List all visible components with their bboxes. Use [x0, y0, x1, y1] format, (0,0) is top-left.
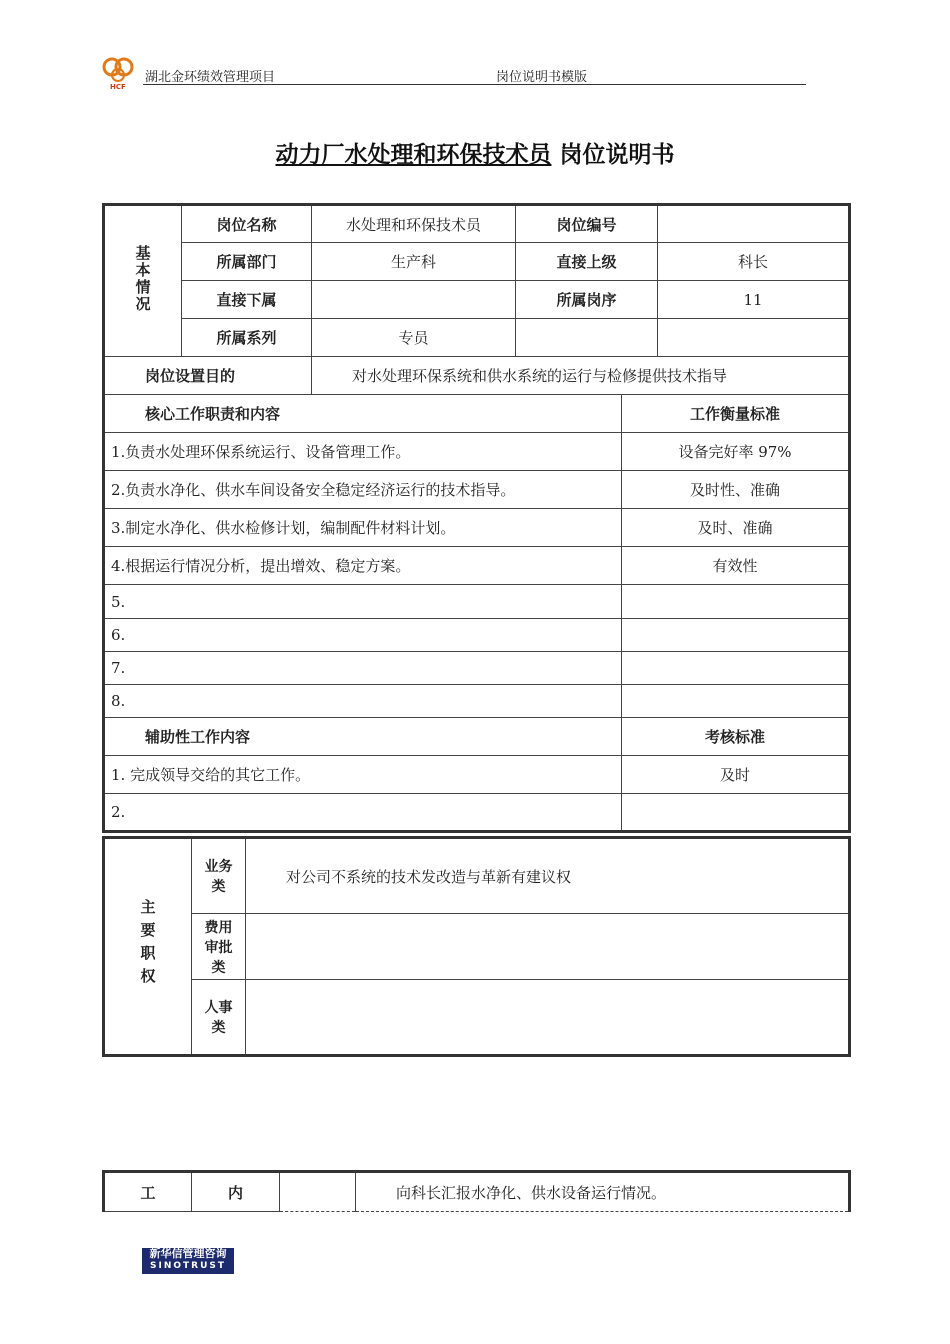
basic-value: 生产科 [312, 243, 516, 281]
basic-key: 所属岗序 [516, 281, 658, 319]
core-std [622, 585, 850, 619]
basic-key: 岗位名称 [182, 205, 312, 243]
aux-header: 辅助性工作内容 [104, 718, 622, 756]
authority-value [246, 914, 850, 980]
footer-logo-line1: 新华信管理咨询 [149, 1247, 227, 1260]
core-std: 及时性、准确 [622, 471, 850, 509]
job-description-table [102, 203, 851, 833]
work-cell [280, 1172, 356, 1212]
basic-key: 岗位编号 [516, 205, 658, 243]
purpose-label: 岗位设置目的 [104, 357, 312, 395]
title-suffix: 岗位说明书 [559, 142, 675, 168]
sinotrust-logo [142, 1248, 234, 1274]
aux-item: 2. [104, 794, 622, 832]
basic-key: 直接上级 [516, 243, 658, 281]
table-row [104, 471, 850, 509]
page-title [0, 136, 950, 169]
basic-key: 直接下属 [182, 281, 312, 319]
work-cell: 内 [192, 1172, 280, 1212]
core-std [622, 619, 850, 652]
core-std [622, 685, 850, 718]
core-item: 7. [104, 652, 622, 685]
footer-logo-line2: SINOTRUST [149, 1261, 226, 1271]
basic-key [516, 319, 658, 357]
core-item: 5. [104, 585, 622, 619]
authority-category: 费用审批类 [192, 914, 246, 980]
table-row [104, 685, 850, 718]
core-item: 3.制定水净化、供水检修计划，编制配件材料计划。 [104, 509, 622, 547]
work-table [102, 1170, 851, 1212]
basic-value [658, 319, 850, 357]
core-header: 核心工作职责和内容 [104, 395, 622, 433]
core-item: 8. [104, 685, 622, 718]
basic-value: 专员 [312, 319, 516, 357]
table-row [104, 585, 850, 619]
header-divider [143, 84, 806, 85]
basic-value: 水处理和环保技术员 [312, 205, 516, 243]
table-row [104, 547, 850, 585]
core-item: 4.根据运行情况分析，提出增效、稳定方案。 [104, 547, 622, 585]
table-row [104, 433, 850, 471]
authority-category: 业务类 [192, 838, 246, 914]
authority-value: 对公司不系统的技术发改造与革新有建议权 [246, 838, 850, 914]
purpose-value: 对水处理环保系统和供水系统的运行与检修提供技术指导 [312, 357, 850, 395]
core-std: 设备完好率 97% [622, 433, 850, 471]
hcf-logo-icon [100, 55, 140, 91]
core-item: 6. [104, 619, 622, 652]
basic-key: 所属部门 [182, 243, 312, 281]
core-std [622, 652, 850, 685]
basic-value [312, 281, 516, 319]
work-cell: 工 [104, 1172, 192, 1212]
table-row [104, 509, 850, 547]
table-row [104, 756, 850, 794]
core-std: 及时、准确 [622, 509, 850, 547]
table-row [104, 652, 850, 685]
authority-table [102, 836, 851, 1057]
authority-category: 人事类 [192, 980, 246, 1056]
aux-item: 1. 完成领导交给的其它工作。 [104, 756, 622, 794]
authority-label: 主要职权 [104, 838, 192, 1056]
header-doc-type: 岗位说明书模版 [496, 70, 588, 85]
basic-value: 科长 [658, 243, 850, 281]
basic-section-label: 基本情况 [104, 205, 182, 357]
logo-text: HCF [110, 83, 126, 91]
table-row [104, 619, 850, 652]
authority-value [246, 980, 850, 1056]
title-main: 动力厂水处理和环保技术员 [275, 142, 552, 168]
header-company: 湖北金环绩效管理项目 [145, 70, 276, 85]
core-item: 1.负责水处理环保系统运行、设备管理工作。 [104, 433, 622, 471]
basic-key: 所属系列 [182, 319, 312, 357]
aux-std: 及时 [622, 756, 850, 794]
work-value: 向科长汇报水净化、供水设备运行情况。 [356, 1172, 850, 1212]
aux-std-header: 考核标准 [622, 718, 850, 756]
aux-std [622, 794, 850, 832]
core-std-header: 工作衡量标准 [622, 395, 850, 433]
core-item: 2.负责水净化、供水车间设备安全稳定经济运行的技术指导。 [104, 471, 622, 509]
basic-value [658, 205, 850, 243]
core-std: 有效性 [622, 547, 850, 585]
basic-value: 11 [658, 281, 850, 319]
table-row [104, 794, 850, 832]
